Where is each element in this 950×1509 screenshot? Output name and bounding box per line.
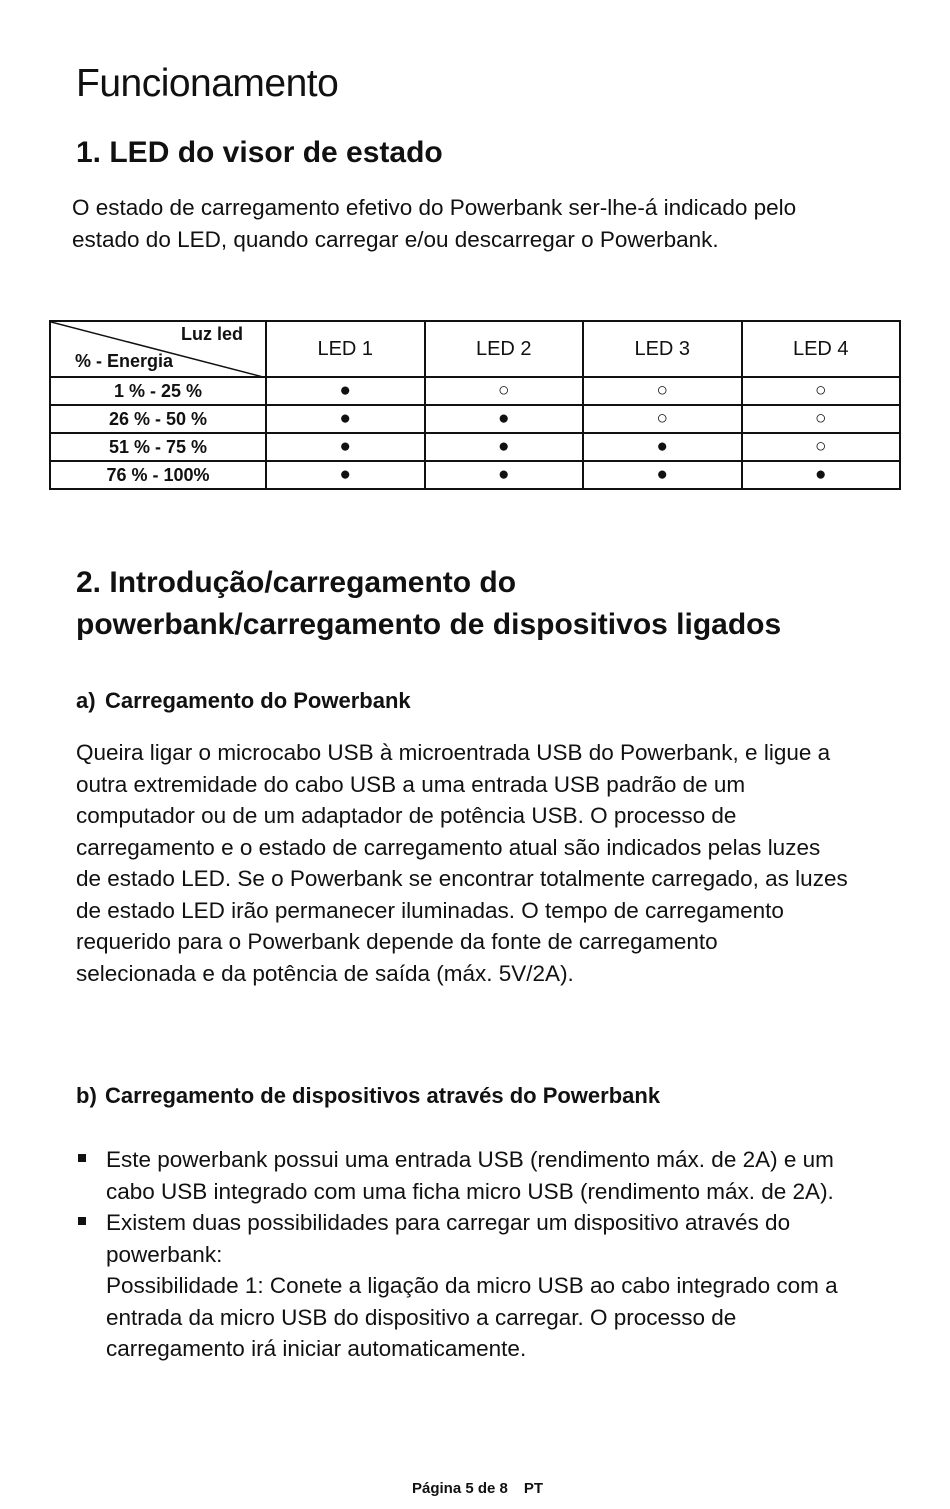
led-indicator: ○: [742, 377, 901, 405]
list-item-line: cabo USB integrado com uma ficha micro USB (rendimento máx. de 2A).: [106, 1178, 834, 1204]
heading-line: 2. Introdução/carregamento do: [76, 566, 517, 599]
list-item-line: Existem duas possibilidades para carregar um dispositivo através do: [106, 1210, 791, 1235]
list-item: [76, 1207, 876, 1365]
section1-paragraph: [72, 192, 892, 255]
paragraph-line: de estado LED irão permanecer iluminadas. O tempo de carregamento: [76, 897, 784, 923]
column-header: LED 3: [583, 321, 742, 377]
column-header: LED 1: [266, 321, 425, 377]
subsection-title: Carregamento do Powerbank: [105, 688, 411, 713]
paragraph-line: outra extremidade do cabo USB a uma entrada USB padrão de um: [76, 771, 746, 797]
led-indicator: ○: [583, 405, 742, 433]
led-indicator: ●: [266, 433, 425, 461]
page-number: Página 5 de 8: [412, 1480, 508, 1497]
list-item-line: entrada da micro USB do dispositivo a carregar. O processo de: [106, 1304, 737, 1330]
corner-label-top: Luz led: [181, 324, 243, 344]
paragraph-line: carregamento e o estado de carregamento atual são indicados pelas luzes: [76, 834, 821, 860]
energy-range: 76 % - 100%: [50, 461, 266, 489]
table-row: [50, 405, 900, 433]
table-corner-cell: [50, 321, 266, 377]
table-row: [50, 461, 900, 489]
table-row: [50, 377, 900, 405]
led-indicator: ●: [425, 405, 584, 433]
led-indicator: ●: [266, 377, 425, 405]
corner-label-bottom: % - Energia: [75, 351, 174, 371]
table-row: [50, 433, 900, 461]
bullet-list: [76, 1144, 876, 1365]
column-header: LED 4: [742, 321, 901, 377]
language-code: PT: [523, 1480, 544, 1497]
led-indicator: ●: [742, 461, 901, 489]
list-item-line: powerbank:: [106, 1241, 223, 1267]
list-item-line: carregamento irá iniciar automaticamente.: [106, 1336, 527, 1361]
paragraph-line: selecionada e da potência de saída (máx. 5V/2A).: [76, 960, 574, 986]
led-indicator: ●: [266, 405, 425, 433]
paragraph-line: de estado LED. Se o Powerbank se encontrar totalmente carregado, as luzes: [76, 866, 848, 891]
list-item-line: Possibilidade 1: Conete a ligação da micro USB ao cabo integrado com a: [106, 1273, 838, 1298]
led-indicator: ○: [742, 433, 901, 461]
subsection-title: Carregamento de dispositivos através do Powerbank: [105, 1083, 661, 1108]
led-status-table: [49, 320, 901, 490]
paragraph-line: computador ou de um adaptador de potência USB. O processo de: [76, 803, 737, 828]
led-indicator: ○: [742, 405, 901, 433]
led-indicator: ●: [425, 433, 584, 461]
subsection-label: b): [76, 1083, 97, 1108]
led-indicator: ●: [583, 461, 742, 489]
paragraph-line: requerido para o Powerbank depende da fonte de carregamento: [76, 929, 718, 954]
list-item-line: Este powerbank possui uma entrada USB (rendimento máx. de 2A) e um: [106, 1147, 834, 1172]
column-header: LED 2: [425, 321, 584, 377]
page-title: Funcionamento: [76, 62, 339, 105]
energy-range: 26 % - 50 %: [50, 405, 266, 433]
heading-line: powerbank/carregamento de dispositivos ligados: [76, 608, 782, 641]
led-indicator: ○: [425, 377, 584, 405]
bullet-square-icon: [78, 1217, 86, 1225]
energy-range: 51 % - 75 %: [50, 433, 266, 461]
section2-heading: [76, 562, 781, 646]
section1-heading: 1. LED do visor de estado: [76, 136, 443, 169]
table-header-row: [50, 321, 900, 377]
paragraph-line: Queira ligar o microcabo USB à microentrada USB do Powerbank, e ligue a: [76, 740, 831, 765]
led-indicator: ○: [583, 377, 742, 405]
led-indicator: ●: [583, 433, 742, 461]
page-footer: [412, 1480, 543, 1497]
paragraph-line: O estado de carregamento efetivo do Powerbank ser-lhe-á indicado pelo: [72, 195, 797, 220]
list-item: [76, 1144, 876, 1207]
subsection-a-paragraph: [76, 737, 896, 989]
energy-range: 1 % - 25 %: [50, 377, 266, 405]
subsection-a-heading: [76, 688, 411, 714]
led-indicator: ●: [425, 461, 584, 489]
led-indicator: ●: [266, 461, 425, 489]
subsection-b-heading: [76, 1083, 660, 1109]
paragraph-line: estado do LED, quando carregar e/ou descarregar o Powerbank.: [72, 226, 719, 252]
bullet-square-icon: [78, 1154, 86, 1162]
subsection-label: a): [76, 688, 96, 713]
